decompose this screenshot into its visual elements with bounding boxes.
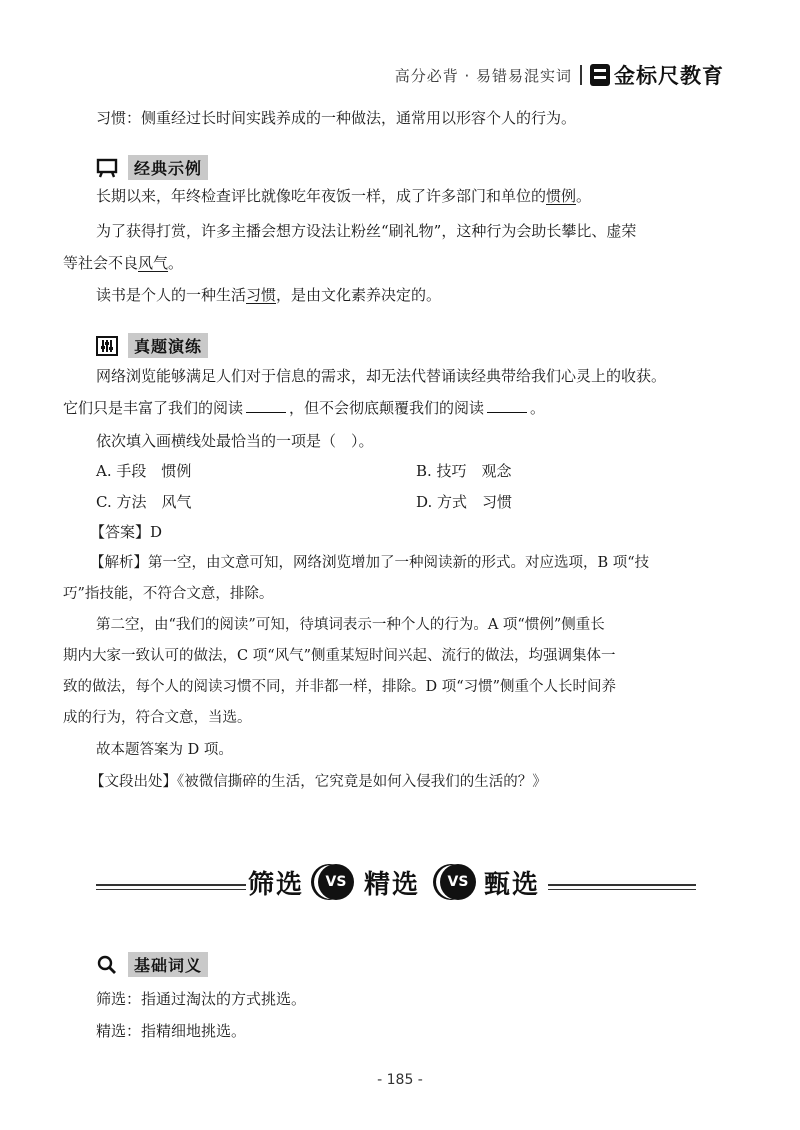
definition-habit: 习惯：侧重经过长时间实践养成的一种做法，通常用以形容个人的行为。 xyxy=(96,109,577,127)
section-basic-header xyxy=(96,952,208,977)
example-sentence-2-line-2: 等社会不良风气。 xyxy=(63,254,184,272)
vs-badge-1: VS xyxy=(318,864,354,900)
banner-word-jingxuan: 精选 xyxy=(364,870,421,900)
section-exercise-title: 真题演练 xyxy=(128,333,208,358)
banner-rule-left-thin xyxy=(96,889,246,890)
banner-rule-right xyxy=(548,884,696,886)
section-basic-title: 基础词义 xyxy=(128,952,208,977)
question-line-1: 网络浏览能够满足人们对于信息的需求，却无法代替诵读经典带给我们心灵上的收获。 xyxy=(96,367,667,385)
conclusion: 故本题答案为 D 项。 xyxy=(96,742,233,758)
keyword-guanli: 惯例 xyxy=(546,187,577,205)
source-citation: 【文段出处】《被微信撕碎的生活，它究竟是如何入侵我们的生活的？》 xyxy=(90,774,547,790)
magnifier-icon xyxy=(96,955,118,975)
banner-word-shaixuan: 筛选 xyxy=(248,870,305,900)
question-line-2: 它们只是丰富了我们的阅读 ，但不会彻底颠覆我们的阅读 。 xyxy=(63,399,546,417)
example-sentence-3: 读书是个人的一种生活习惯，是由文化素养决定的。 xyxy=(96,286,442,304)
easel-icon xyxy=(96,158,118,178)
question-prompt: 依次填入画横线处最恰当的一项是（ ）。 xyxy=(96,432,374,450)
page-number: - 185 - xyxy=(377,1072,423,1088)
banner-rule-left xyxy=(96,884,246,886)
section-exercise-header xyxy=(96,333,208,358)
answer: 【答案】D xyxy=(90,523,163,541)
brand-mark-icon xyxy=(590,64,610,86)
option-a: A. 手段 惯例 xyxy=(96,462,192,480)
page-header xyxy=(395,60,724,90)
brand-name: 金标尺教育 xyxy=(614,64,724,88)
analysis-1-line-1: 【解析】第一空，由文意可知，网络浏览增加了一种阅读新的形式。对应选项，B 项“技 xyxy=(90,555,650,571)
banner-rule-right-thin xyxy=(548,889,696,890)
brand-logo xyxy=(590,60,724,90)
header-subtitle: 高分必背 · 易错易混实词 xyxy=(394,66,572,85)
blank-1 xyxy=(246,400,286,413)
banner-word-zhenxuan: 甄选 xyxy=(484,870,541,900)
vs-banner xyxy=(96,858,696,908)
section-examples-title: 经典示例 xyxy=(128,155,208,180)
equalizer-icon xyxy=(96,336,118,356)
analysis-2-line-4: 成的行为，符合文意，当选。 xyxy=(63,710,252,726)
analysis-1-line-2: 巧”指技能，不符合文意，排除。 xyxy=(63,586,274,602)
keyword-fengqi: 风气 xyxy=(138,254,169,272)
keyword-xiguan: 习惯 xyxy=(246,286,277,304)
analysis-2-line-2: 期内大家一致认可的做法，C 项“风气”侧重某短时间兴起、流行的做法，均强调集体一 xyxy=(63,648,616,664)
example-sentence-2-line-1: 为了获得打赏，许多主播会想方设法让粉丝“刷礼物”，这种行为会助长攀比、虚荣 xyxy=(96,222,637,240)
definition-shaixuan: 筛选：指通过淘汰的方式挑选。 xyxy=(96,990,307,1008)
option-b: B. 技巧 观念 xyxy=(416,462,512,480)
option-c: C. 方法 风气 xyxy=(96,493,192,511)
header-divider xyxy=(580,65,582,85)
example-sentence-1: 长期以来，年终检查评比就像吃年夜饭一样，成了许多部门和单位的惯例。 xyxy=(96,187,592,205)
analysis-2-line-1: 第二空，由“我们的阅读”可知，待填词表示一种个人的行为。A 项“惯例”侧重长 xyxy=(96,617,605,633)
option-d: D. 方式 习惯 xyxy=(416,493,513,511)
blank-2 xyxy=(487,400,527,413)
vs-badge-2: VS xyxy=(440,864,476,900)
definition-jingxuan: 精选：指精细地挑选。 xyxy=(96,1022,247,1040)
section-examples-header xyxy=(96,155,208,180)
analysis-2-line-3: 致的做法，每个人的阅读习惯不同，并非都一样，排除。D 项“习惯”侧重个人长时间养 xyxy=(63,679,617,695)
